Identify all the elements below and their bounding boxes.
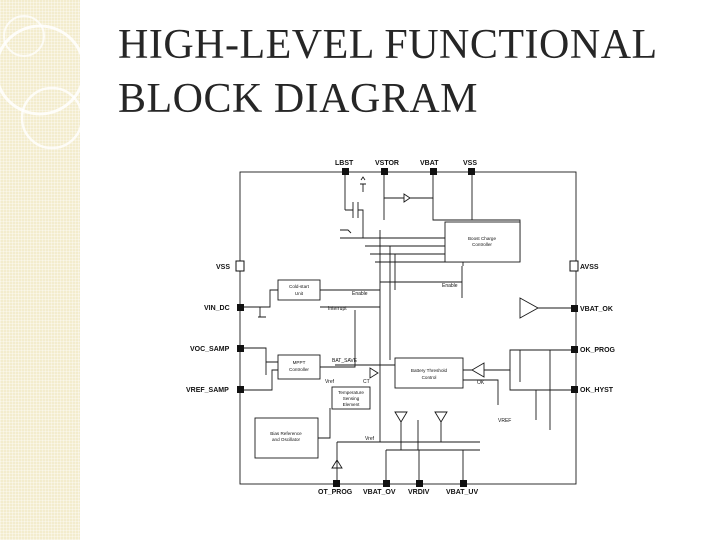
svg-text:Element: Element xyxy=(342,402,360,407)
output-drivers xyxy=(463,298,571,430)
top-pins xyxy=(335,160,477,175)
slide-title xyxy=(118,18,708,126)
svg-text:Battery Threshold: Battery Threshold xyxy=(410,368,448,373)
svg-text:Boost Charge: Boost Charge xyxy=(467,236,497,241)
boost-charge-controller xyxy=(445,222,520,266)
pin-vin-dc: VIN_DC xyxy=(204,305,230,312)
battery-threshold-control xyxy=(395,358,463,388)
pin-vbat: VBAT xyxy=(420,160,439,167)
enable-wire xyxy=(380,266,462,298)
svg-text:Controller: Controller xyxy=(472,242,492,247)
pin-vbat-ov: VBAT_OV xyxy=(363,489,396,496)
vin-cap xyxy=(258,307,266,317)
pin-vss-left: VSS xyxy=(216,264,231,271)
pin-voc-samp: VOC_SAMP xyxy=(190,346,230,353)
decorative-circles xyxy=(0,0,120,200)
mppt-controller xyxy=(278,355,320,379)
right-pins xyxy=(570,261,616,394)
pin-lbst: LBST xyxy=(335,160,354,167)
title-line-1: HIGH-LEVEL FUNCTIONAL xyxy=(118,22,658,68)
interrupt-label: Interrupt xyxy=(328,306,347,312)
divider-network xyxy=(332,400,511,480)
pin-vbat-uv: VBAT_UV xyxy=(446,489,479,496)
ct-label: CT xyxy=(363,379,370,385)
bias-wire xyxy=(318,408,330,438)
svg-text:Unit: Unit xyxy=(294,291,304,296)
temperature-sensing-element xyxy=(332,387,370,409)
cold-start-unit xyxy=(278,280,320,300)
bottom-pins xyxy=(318,480,478,496)
pin-vbat-ok: VBAT_OK xyxy=(580,306,613,313)
pin-avss: AVSS xyxy=(580,264,599,271)
svg-text:Sensing: Sensing xyxy=(342,396,360,401)
vref-label-1: Vref xyxy=(325,379,334,385)
title-line-2: BLOCK DIAGRAM xyxy=(118,76,479,122)
bat-save-label: BAT_SAVE xyxy=(332,358,358,364)
bias-reference-oscillator xyxy=(255,418,318,458)
enable-label-right: Enable xyxy=(442,283,458,289)
vref-label-2: Vref xyxy=(365,436,374,442)
bat-save-comparator xyxy=(370,368,378,378)
pin-vstor: VSTOR xyxy=(375,160,399,167)
pin-ok-hyst: OK_HYST xyxy=(580,387,614,394)
enable-label-left: Enable xyxy=(352,291,368,297)
pin-ot-prog: OT_PROG xyxy=(318,489,353,496)
svg-text:Temperature: Temperature xyxy=(338,390,364,395)
svg-text:Cold-start: Cold-start xyxy=(289,284,309,289)
svg-text:Bias Reference: Bias Reference xyxy=(270,431,302,436)
svg-text:and Oscillator: and Oscillator xyxy=(271,437,301,442)
svg-text:MPPT: MPPT xyxy=(292,360,306,365)
left-pins xyxy=(186,261,244,394)
pin-ok-prog: OK_PROG xyxy=(580,347,616,354)
svg-text:Control: Control xyxy=(421,375,437,380)
svg-text:Controller: Controller xyxy=(289,367,309,372)
pin-vref-samp: VREF_SAMP xyxy=(186,387,229,394)
vrev-label: VREF xyxy=(498,418,512,424)
functional-block-diagram xyxy=(180,150,616,500)
ok-label: OK xyxy=(477,380,485,386)
pin-vrdiv: VRDIV xyxy=(408,489,430,496)
pin-vss-top: VSS xyxy=(463,160,478,167)
